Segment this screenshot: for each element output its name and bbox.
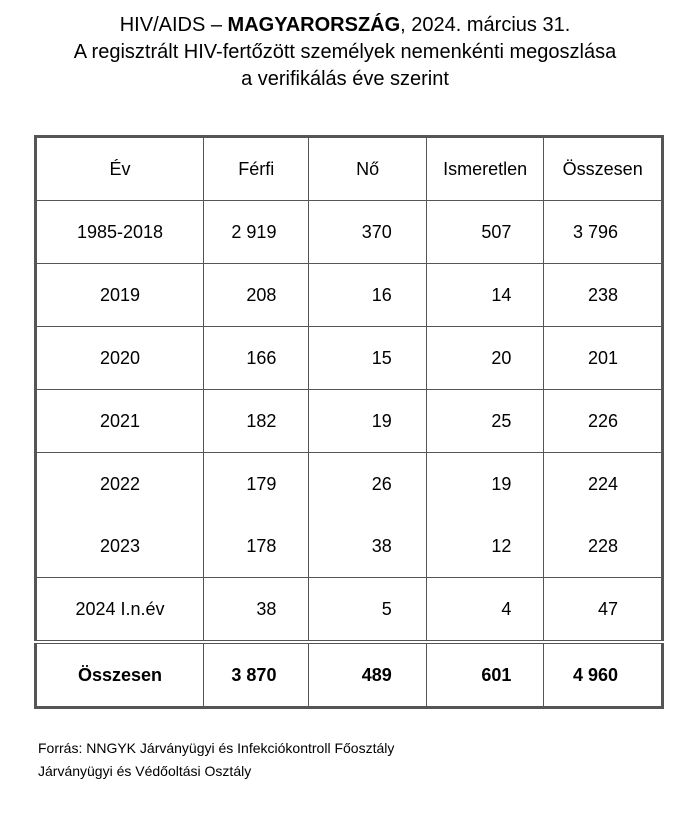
total-label: Összesen (36, 642, 204, 708)
total-all: 4 960 (544, 642, 663, 708)
cell-female: 370 (309, 201, 426, 264)
cell-year: 1985-2018 (36, 201, 204, 264)
cell-year: 2019 (36, 264, 204, 327)
title-line-1 (0, 12, 690, 39)
cell-total: 226 (544, 390, 663, 453)
cell-unknown: 14 (426, 264, 544, 327)
title-prefix: HIV/AIDS – (119, 14, 228, 36)
cell-male: 178 (203, 515, 308, 578)
cell-year: 2023 (36, 515, 204, 578)
cell-female: 26 (309, 453, 426, 516)
document-title (0, 12, 690, 93)
total-unknown: 601 (426, 642, 544, 708)
cell-total: 3 796 (544, 201, 663, 264)
table-row (36, 327, 663, 390)
cell-total: 238 (544, 264, 663, 327)
title-country: MAGYARORSZÁG (227, 14, 401, 36)
cell-year: 2021 (36, 390, 204, 453)
cell-male: 182 (203, 390, 308, 453)
cell-total: 224 (544, 453, 663, 516)
cell-year: 2024 I.n.év (36, 578, 204, 643)
table-row (36, 578, 663, 643)
cell-unknown: 4 (426, 578, 544, 643)
table-row (36, 390, 663, 453)
cell-total: 201 (544, 327, 663, 390)
table-row (36, 515, 663, 578)
cell-total: 228 (544, 515, 663, 578)
cell-unknown: 12 (426, 515, 544, 578)
cell-unknown: 507 (426, 201, 544, 264)
source-line-1: Forrás: NNGYK Járványügyi és Infekciókontroll Főosztály (38, 740, 395, 756)
cell-year: 2020 (36, 327, 204, 390)
header-female: Nő (309, 137, 426, 201)
cell-unknown: 20 (426, 327, 544, 390)
cell-unknown: 19 (426, 453, 544, 516)
cell-female: 5 (309, 578, 426, 643)
table-row (36, 264, 663, 327)
cell-female: 15 (309, 327, 426, 390)
total-male: 3 870 (203, 642, 308, 708)
title-line-2: A regisztrált HIV-fertőzött személyek nemenkénti megoszlása (73, 41, 617, 63)
hiv-statistics-table (34, 135, 664, 709)
table-header-row (36, 137, 663, 201)
cell-male: 38 (203, 578, 308, 643)
cell-male: 2 919 (203, 201, 308, 264)
title-line-3: a verifikálás éve szerint (241, 68, 449, 90)
cell-male: 208 (203, 264, 308, 327)
table-total-row (36, 642, 663, 708)
cell-female: 19 (309, 390, 426, 453)
header-total: Összesen (544, 137, 663, 201)
header-unknown: Ismeretlen (426, 137, 544, 201)
source-line-2: Járványügyi és Védőoltási Osztály (38, 763, 252, 779)
total-female: 489 (309, 642, 426, 708)
source-note (38, 737, 394, 783)
cell-male: 179 (203, 453, 308, 516)
title-date: , 2024. március 31. (400, 14, 571, 36)
header-male: Férfi (203, 137, 308, 201)
cell-male: 166 (203, 327, 308, 390)
table-row (36, 453, 663, 516)
cell-total: 47 (544, 578, 663, 643)
cell-year: 2022 (36, 453, 204, 516)
header-year: Év (36, 137, 204, 201)
cell-unknown: 25 (426, 390, 544, 453)
table-row (36, 201, 663, 264)
cell-female: 16 (309, 264, 426, 327)
cell-female: 38 (309, 515, 426, 578)
